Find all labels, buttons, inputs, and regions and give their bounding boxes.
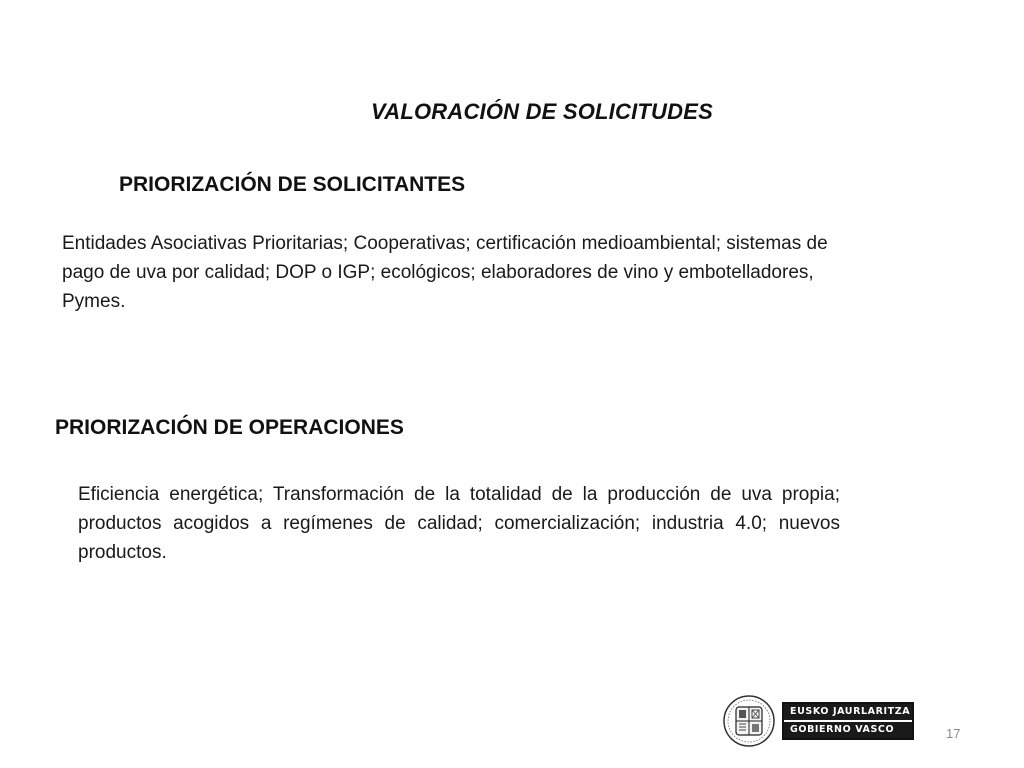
heading-priorizacion-solicitantes: PRIORIZACIÓN DE SOLICITANTES [119,173,466,196]
coat-of-arms-icon [722,694,776,748]
logo-wordmark [782,702,914,740]
logo-line-gobierno-vasco: GOBIERNO VASCO [784,720,912,738]
heading-priorizacion-operaciones: PRIORIZACIÓN DE OPERACIONES [55,416,404,439]
gobierno-vasco-logo [722,694,914,748]
logo-line-eusko-jaurlaritza: EUSKO JAURLARITZA [784,704,912,720]
slide-title: VALORACIÓN DE SOLICITUDES [371,99,713,124]
text-priorizacion-solicitantes: Entidades Asociativas Prioritarias; Cooperativas; certificación medioambiental; sistemas de pago de uva por calidad; DOP o IGP; ecológicos; elaboradores de vino y embotelladores, Pymes. [62,233,828,312]
text-priorizacion-operaciones: Eficiencia energética; Transformación de la totalidad de la producción de uva propia; productos acogidos a regímenes de calidad; comercialización; industria 4.0; nuevos productos. [78,484,840,563]
page-number: 17 [946,726,961,741]
